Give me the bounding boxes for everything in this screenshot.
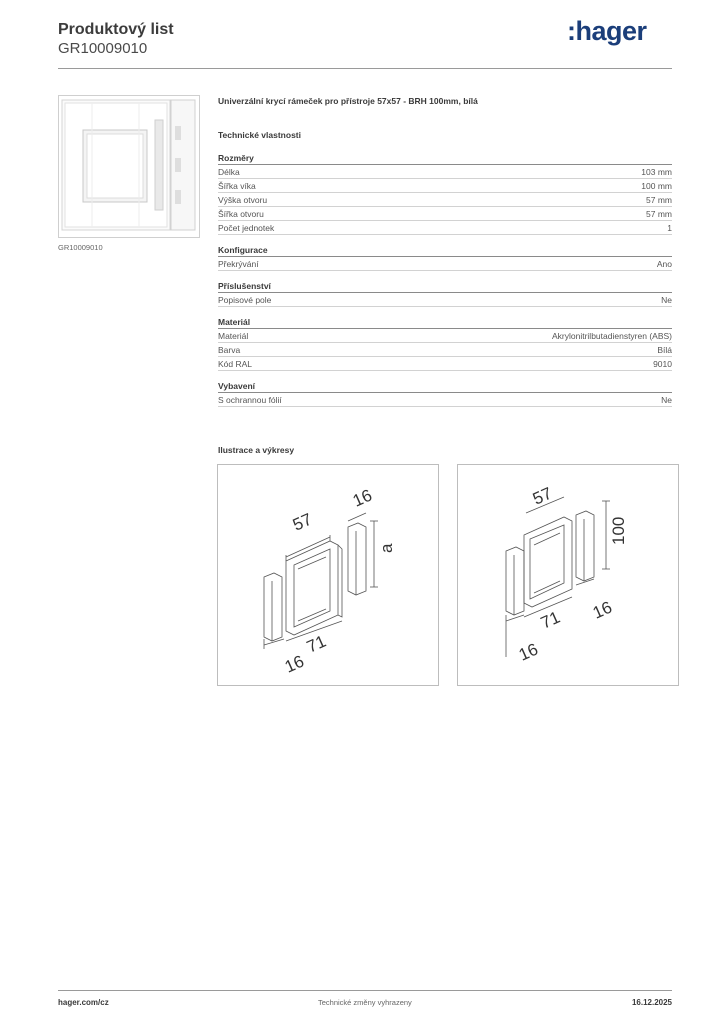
spec-row (218, 329, 672, 343)
spec-value: 9010 (653, 359, 672, 369)
section-accessories (218, 280, 672, 307)
spec-table (218, 152, 672, 416)
spec-label: Popisové pole (218, 295, 272, 305)
footer-note: Technické změny vyhrazeny (318, 998, 412, 1007)
spec-value: 100 mm (641, 181, 672, 191)
spec-row (218, 393, 672, 407)
section-title: Konfigurace (218, 244, 672, 257)
spec-value: 57 mm (646, 209, 672, 219)
section-title: Materiál (218, 316, 672, 329)
spec-row (218, 343, 672, 357)
dim-100-label: 100 (609, 516, 628, 545)
spec-row (218, 179, 672, 193)
footer-website-link[interactable]: hager.com/cz (58, 998, 109, 1007)
spec-row (218, 357, 672, 371)
dim-57-label: 57 (529, 483, 555, 509)
hager-logo[interactable]: :hager (567, 16, 647, 46)
section-dimensions (218, 152, 672, 235)
spec-value: Ne (661, 295, 672, 305)
illustrations-heading: Ilustrace a výkresy (218, 445, 295, 455)
spec-label: Překrývání (218, 259, 259, 269)
drawing-2-svg (458, 465, 678, 685)
section-title: Vybavení (218, 380, 672, 393)
dim-a-label: a (377, 543, 396, 553)
header-divider (58, 68, 672, 69)
spec-row (218, 257, 672, 271)
section-equipment (218, 380, 672, 407)
dim-16-left-label: 16 (515, 639, 541, 665)
product-image (58, 95, 200, 238)
spec-value: Ano (656, 259, 672, 269)
spec-value: Ne (661, 395, 672, 405)
spec-label: S ochrannou fólií (218, 395, 282, 405)
spec-label: Šířka víka (218, 181, 256, 191)
page-title: Produktový list (58, 21, 174, 38)
technical-drawing-2 (457, 464, 679, 686)
spec-value: 1 (667, 223, 672, 233)
section-configuration (218, 244, 672, 271)
spec-value: Akrylonitrilbutadienstyren (ABS) (552, 331, 672, 341)
section-title: Příslušenství (218, 280, 672, 293)
spec-label: Šířka otvoru (218, 209, 264, 219)
section-title: Rozměry (218, 152, 672, 165)
image-caption: GR10009010 (58, 243, 103, 252)
spec-row (218, 193, 672, 207)
footer-date: 16.12.2025 (631, 998, 672, 1007)
spec-row (218, 207, 672, 221)
spec-label: Barva (218, 345, 241, 355)
dim-16-right-label: 16 (589, 597, 615, 623)
spec-label: Materiál (218, 331, 249, 341)
dim-16-top-label: 16 (349, 485, 375, 511)
spec-row (218, 293, 672, 307)
spec-label: Kód RAL (218, 359, 253, 369)
dim-16-bottom-label: 16 (281, 651, 307, 677)
footer-divider (58, 990, 672, 991)
spec-label: Výška otvoru (218, 195, 268, 205)
product-title: Univerzální krycí rámeček pro přístroje 57x57 - BRH 100mm, bílá (218, 96, 478, 106)
spec-value: 103 mm (641, 167, 672, 177)
spec-row (218, 221, 672, 235)
dim-71-label: 71 (303, 631, 329, 657)
frame-photo-illustration (59, 96, 199, 237)
spec-label: Počet jednotek (218, 223, 275, 233)
dim-71-label: 71 (537, 607, 563, 633)
spec-label: Délka (218, 167, 240, 177)
spec-row (218, 165, 672, 179)
drawing-1-svg (218, 465, 438, 685)
technical-drawing-1 (217, 464, 439, 686)
tech-heading: Technické vlastnosti (218, 130, 301, 140)
spec-value: 57 mm (646, 195, 672, 205)
product-code: GR10009010 (58, 40, 148, 57)
dim-57-label: 57 (289, 509, 315, 535)
spec-value: Bílá (657, 345, 672, 355)
section-material (218, 316, 672, 371)
